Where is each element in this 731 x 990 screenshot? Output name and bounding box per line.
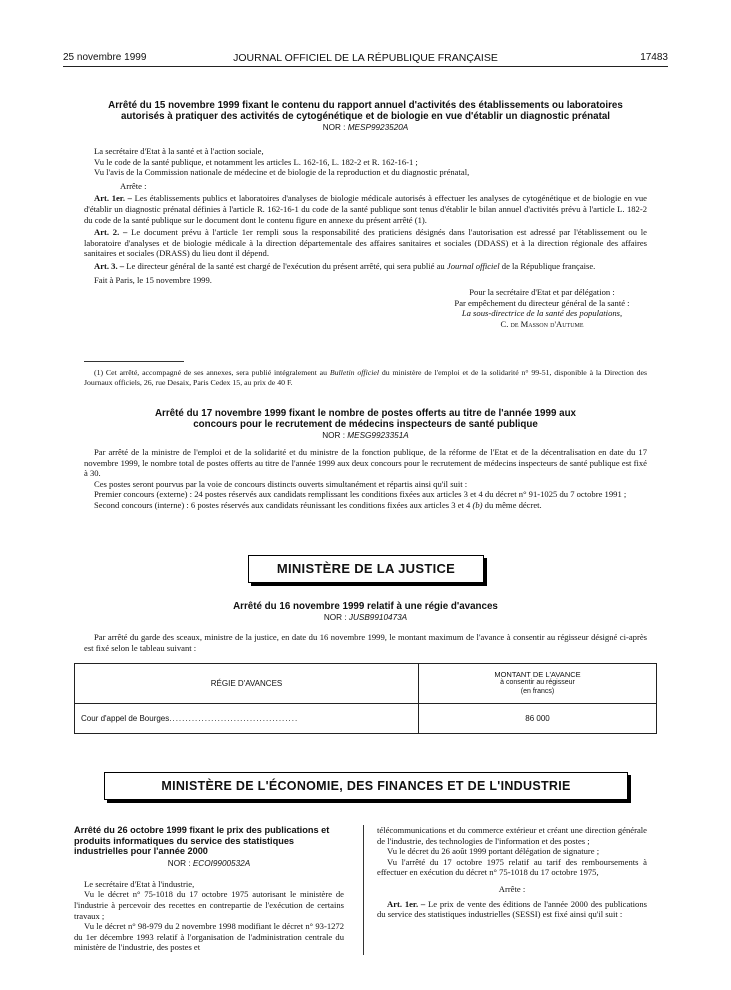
arrete-26-octobre-right-column [377,825,647,920]
visa-line: Le secrétaire d'Etat à l'industrie, [84,878,195,889]
signature-block [84,287,647,329]
visa-line: La secrétaire d'Etat à la santé et à l'action sociale, [94,146,264,156]
arrete-15-novembre [84,100,647,133]
paragraph: Par arrêté du garde des sceaux, ministre de la justice, en date du 16 novembre 1999, le montant maximum de l'avance à consentir au régisseur désigné ci-après est fixé selon le tableau suivant : [84,632,647,653]
paragraph [84,500,647,511]
bulletin-officiel-ref: Bulletin officiel [329,368,380,377]
arrete-15-novembre-body [84,146,647,330]
article-1-label: Art. 1er. – [94,193,132,204]
footnote-text-end: du ministère de l'emploi et de la solidarité n° 99-51, disponible à la Direction des Journaux officiels, 26, rue Desaix, Paris Cedex 15, au prix de 40 F. [84,368,647,387]
article-2-text: Le document prévu à l'article 1er rempli sous la responsabilité des praticiens désignés dans l'autorisation est adressé par l'établissement ou le laboratoire d'analyses et de biologie médicale à la direction départementale des affaires sanitaires et sociales (DDASS) et à la direction régionale des affaires sanitaires et sociales (DRASS) du lieu dont il dépend. [84,227,647,259]
arrete-label: Arrête : [498,883,526,894]
ministere-justice-heading: MINISTÈRE DE LA JUSTICE [248,555,484,583]
visa-line: Vu l'avis de la Commission nationale de médecine et de biologie de la reproduction et du diagnostic prénatal, [94,167,470,178]
paragraph: Premier concours (externe) : 24 postes réservés aux candidats remplissant les conditions fixées aux articles 3 et 4 du décret n° 91-1025 du 7 octobre 1991 ; [94,489,627,500]
arrete-16-novembre [84,601,647,623]
paragraph-text: Second concours (interne) : 6 postes réservés aux candidats réunissant les conditions fixées aux articles 3 et 4 [94,499,473,510]
article-3-label: Art. 3. – [94,260,125,271]
visa-line: télécommunications et du commerce extérieur et créant une direction générale de l'industrie, des technologies de l'information et des postes ; [377,825,647,846]
table-header-montant [419,664,657,704]
visas [74,879,344,953]
footnote-text: (1) Cet arrêté, accompagné de ses annexes, sera publié intégralement au [94,368,330,377]
signature-line: Pour la secrétaire d'Etat et par délégation : [469,287,615,298]
nor-code: MESG9923351A [347,431,409,440]
nor-label: NOR : [322,123,346,132]
signature-line: Par empêchement du directeur général de la santé : [454,297,630,308]
header-journal-title: JOURNAL OFFICIEL DE LA RÉPUBLIQUE FRANÇAISE [233,52,498,64]
nor-line [74,859,344,869]
table-cell-regie [75,704,419,734]
header-line: (en francs) [520,687,555,695]
nor-code: MESP9923520A [347,123,409,132]
article-2 [84,227,647,259]
article-1-text: Le prix de vente des éditions de l'année 2000 des publications du service des statistiques industrielles (SESSI) est fixé ainsi qu'il suit : [377,898,647,920]
table-header-row [75,664,657,704]
arrete-label: Arrête : [120,180,147,191]
paragraph: Ces postes seront pourvus par la voie de concours distincts ouverts simultanément et répartis ainsi qu'il suit : [94,478,468,489]
footnote [84,368,647,387]
article-3-text-end: de la République française. [499,260,596,271]
journal-officiel-ref: Journal officiel [446,260,500,271]
visa-line: Vu le décret n° 75-1018 du 17 octobre 1975 autorisant le ministère de l'industrie à percevoir des recettes en contrepartie de l'exécution de certains travaux ; [74,889,344,921]
table-row [75,704,657,734]
table-header-regie: RÉGIE D'AVANCES [75,664,419,704]
arrete-title: Arrêté du 16 novembre 1999 relatif à une régie d'avances [233,601,498,612]
paragraph: Par arrêté de la ministre de l'emploi et de la solidarité et du ministre de la fonction publique, de la réforme de l'Etat et de la décentralisation en date du 17 novembre 1999, le nombre total de postes offerts au titre de l'année 1999 aux deux concours pour le recrutement de médecins inspecteurs de santé publique est fixé à 30. [84,447,647,479]
ministere-economie-heading: MINISTÈRE DE L'ÉCONOMIE, DES FINANCES ET DE L'INDUSTRIE [104,772,628,800]
paragraph-text-end: du même décret. [482,499,542,510]
arrete-16-novembre-body [84,632,647,653]
article-2-label: Art. 2. – [94,227,128,238]
signature-line: La sous-directrice de la santé des populations, [461,308,623,319]
header-line: à consentir au régisseur [500,679,575,687]
visa-line: Vu l'arrêté du 17 octobre 1975 relatif au tarif des remboursements à effectuer en exécution du décret n° 75-1018 du 17 octobre 1975, [377,856,647,878]
nor-label: NOR : [167,858,191,868]
leader-dots: ........................................ [169,714,299,723]
nor-label: NOR : [323,613,347,622]
article-3 [84,261,647,272]
nor-line [84,123,647,133]
header-date: 25 novembre 1999 [63,52,147,63]
nor-code: JUSB9910473A [348,613,408,622]
article-1-text: Les établissements publics et laboratoires d'analyses de biologie médicale autorisés à effectuer les analyses de cytogénétique et de biologie en vue d'établir un diagnostic prénatal définies à l'article R. 162-16-1 du code de la santé publique sont tenus d'établir le bilan annuel d'activités prévu à l'article L. 182-2 du code de la santé publique sur le document dont le contenu figure en annexe du présent arrêté (1). [84,193,647,225]
visa-line: Vu le décret n° 98-979 du 2 novembre 1998 modifiant le décret n° 93-1272 du 1er décembre 1993 relatif à l'organisation de l'administration centrale du ministère de l'industrie, des postes et [74,921,344,953]
paragraph-ref: (b) [472,499,483,510]
article-1 [377,899,647,920]
regie-name: Cour d'appel de Bourges [81,714,170,723]
arrete-26-octobre-left-column [74,825,344,953]
signatory-name: C. de Masson d'Autume [500,318,584,329]
nor-label: NOR : [322,431,345,440]
arrete-title: Arrêté du 15 novembre 1999 fixant le contenu du rapport annuel d'activités des établissements ou laboratoires autorisés à pratiquer des activités de cytogénétique et de biologie en vue d'établir un diagnostic prénatal [108,100,623,122]
visa-line: Vu le décret du 26 août 1999 portant délégation de signature ; [387,846,600,857]
table-cell-montant: 86 000 [419,704,657,734]
page-header [63,52,668,67]
footnote-rule [84,361,184,362]
article-3-text: Le directeur général de la santé est chargé de l'exécution du présent arrêté, qui sera publié au [126,260,447,271]
fait-a-paris: Fait à Paris, le 15 novembre 1999. [94,274,212,285]
nor-line [84,613,647,623]
column-divider [363,825,364,955]
article-1 [84,193,647,225]
article-1-label: Art. 1er. – [387,898,426,909]
arrete-title: Arrêté du 26 octobre 1999 fixant le prix des publications et produits informatiques du service des statistiques industrielles pour l'année 2000 [74,825,330,857]
nor-line [84,431,647,441]
regie-table [74,663,657,734]
header-page-number: 17483 [640,52,668,63]
arrete-17-novembre [84,408,647,441]
header-line: MONTANT DE L'AVANCE [494,669,581,679]
arrete-title: Arrêté du 17 novembre 1999 fixant le nombre de postes offerts au titre de l'année 1999 aux concours pour le recrutement de médecins inspecteurs de santé publique [154,408,577,430]
visa-line: Vu le code de la santé publique, et notamment les articles L. 162-16, L. 182-2 et R. 162-16-1 ; [94,156,418,167]
arrete-17-novembre-body [84,447,647,511]
nor-code: ECOI9900532A [192,858,251,868]
